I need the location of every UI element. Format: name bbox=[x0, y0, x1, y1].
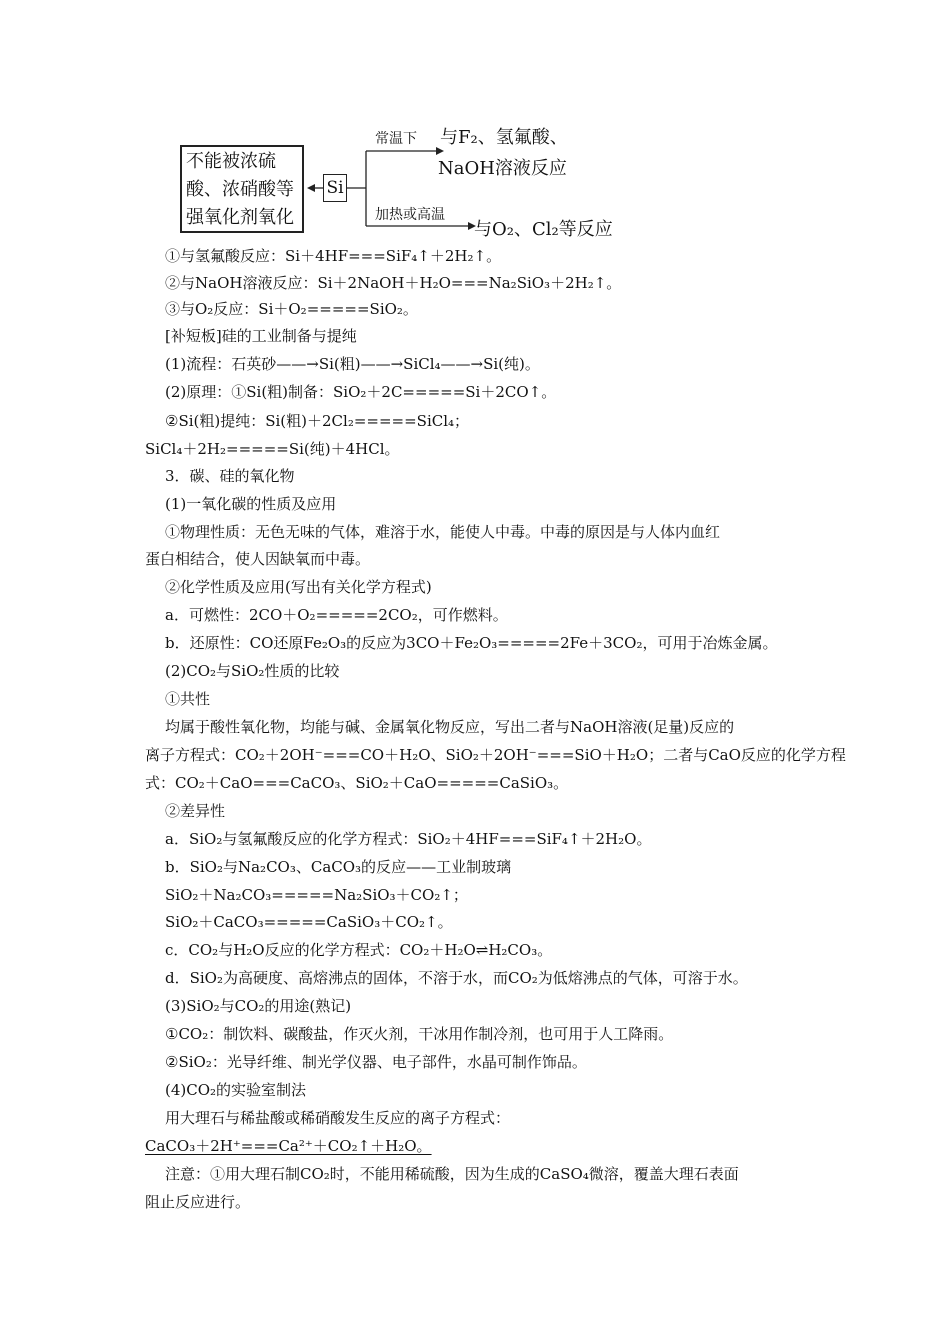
text-line: (2)原理：①Si(粗)制备：SiO₂＋2C=====Si＋2CO↑。 bbox=[165, 383, 557, 401]
text-line: (4)CO₂的实验室制法 bbox=[165, 1081, 307, 1099]
text-line: (2)CO₂与SiO₂性质的比较 bbox=[165, 662, 340, 680]
text-line: ①共性 bbox=[165, 690, 211, 708]
text-line: ②差异性 bbox=[165, 802, 226, 820]
text-line: ①与氢氟酸反应：Si＋4HF===SiF₄↑＋2H₂↑。 bbox=[165, 247, 502, 265]
text-line: SiO₂＋CaCO₃=====CaSiO₃＋CO₂↑。 bbox=[165, 913, 453, 931]
text-line: ②与NaOH溶液反应：Si＋2NaOH＋H₂O===Na₂SiO₃＋2H₂↑。 bbox=[165, 274, 622, 292]
text-line: CaCO₃＋2H⁺===Ca²⁺＋CO₂↑＋H₂O。 bbox=[145, 1137, 432, 1155]
box-line: 不能被浓硫 bbox=[186, 151, 276, 172]
text-line: 注意：①用大理石制CO₂时，不能用稀硫酸，因为生成的CaSO₄微溶，覆盖大理石表面 bbox=[165, 1165, 739, 1183]
box-line: 酸、浓硝酸等 bbox=[186, 179, 294, 200]
text-line: 离子方程式：CO₂＋2OH⁻===CO＋H₂O、SiO₂＋2OH⁻===SiO＋H₂O；二者与CaO反应的化学方程 bbox=[145, 746, 846, 764]
box-line: 强氧化剂氧化 bbox=[186, 207, 294, 228]
text-line: ②Si(粗)提纯：Si(粗)＋2Cl₂=====SiCl₄； bbox=[165, 412, 470, 430]
text-line: ②SiO₂：光导纤维、制光学仪器、电子部件，水晶可制作饰品。 bbox=[165, 1053, 587, 1071]
text-line: a．可燃性：2CO＋O₂=====2CO₂，可作燃料。 bbox=[165, 606, 508, 624]
text-line: ②化学性质及应用(写出有关化学方程式) bbox=[165, 578, 432, 596]
text-line: b．SiO₂与Na₂CO₃、CaCO₃的反应——工业制玻璃 bbox=[165, 858, 512, 876]
text-line: ①CO₂：制饮料、碳酸盐，作灭火剂，干冰用作制冷剂，也可用于人工降雨。 bbox=[165, 1025, 674, 1043]
text-line: SiCl₄＋2H₂=====Si(纯)＋4HCl。 bbox=[145, 440, 400, 458]
text-line: a．SiO₂与氢氟酸反应的化学方程式：SiO₂＋4HF===SiF₄↑＋2H₂O。 bbox=[165, 830, 652, 848]
text-line: 式：CO₂＋CaO===CaCO₃、SiO₂＋CaO=====CaSiO₃。 bbox=[145, 774, 569, 792]
text-line: 蛋白相结合，使人因缺氧而中毒。 bbox=[145, 550, 371, 568]
top-result-line-1: 与F₂、氢氟酸、 bbox=[440, 127, 568, 148]
text-line: ①物理性质：无色无味的气体，难溶于水，能使人中毒。中毒的原因是与人体内血红 bbox=[165, 523, 721, 541]
text-line: (1)流程：石英砂——→Si(粗)——→SiCl₄——→Si(纯)。 bbox=[165, 355, 540, 373]
text-line: b．还原性：CO还原Fe₂O₃的反应为3CO＋Fe₂O₃=====2Fe＋3CO₂，可用于冶炼金属。 bbox=[165, 634, 778, 652]
text-line: (3)SiO₂与CO₂的用途(熟记) bbox=[165, 997, 352, 1015]
text-line: [补短板]硅的工业制备与提纯 bbox=[165, 327, 357, 345]
top-condition: 常温下 bbox=[375, 131, 417, 147]
top-result-line-2: NaOH溶液反应 bbox=[438, 158, 567, 179]
text-line: d．SiO₂为高硬度、高熔沸点的固体，不溶于水，而CO₂为低熔沸点的气体，可溶于水。 bbox=[165, 969, 748, 987]
text-line: SiO₂＋Na₂CO₃=====Na₂SiO₃＋CO₂↑； bbox=[165, 886, 468, 904]
text-line: 用大理石与稀盐酸或稀硝酸发生反应的离子方程式： bbox=[165, 1109, 511, 1127]
si-property-diagram bbox=[178, 118, 638, 240]
text-line: 阻止反应进行。 bbox=[145, 1193, 251, 1211]
section-heading: 3．碳、硅的氧化物 bbox=[165, 467, 295, 485]
oxidation-resistance-box bbox=[180, 145, 304, 233]
text-line: 均属于酸性氧化物，均能与碱、金属氧化物反应，写出二者与NaOH溶液(足量)反应的 bbox=[165, 718, 735, 736]
text-line: c．CO₂与H₂O反应的化学方程式：CO₂＋H₂O⇌H₂CO₃。 bbox=[165, 941, 553, 959]
text-line: ③与O₂反应：Si＋O₂=====SiO₂。 bbox=[165, 300, 418, 318]
text-line: (1)一氧化碳的性质及应用 bbox=[165, 495, 337, 513]
bottom-condition: 加热或高温 bbox=[375, 207, 445, 223]
bottom-result: 与O₂、Cl₂等反应 bbox=[474, 219, 613, 240]
si-element-box: Si bbox=[323, 174, 347, 202]
